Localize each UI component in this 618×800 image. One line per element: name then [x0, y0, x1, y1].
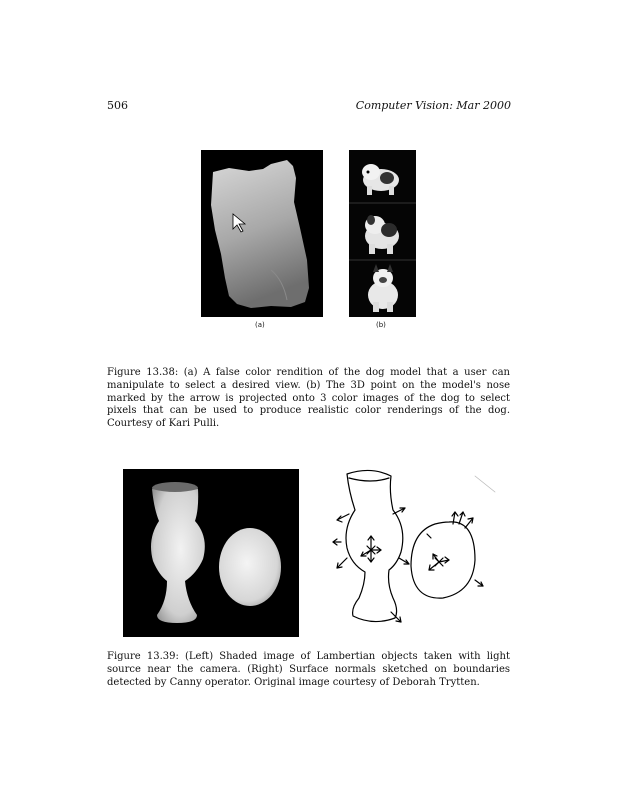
subfigure-label-a: (a)	[255, 321, 265, 329]
running-title: Computer Vision: Mar 2000	[355, 99, 511, 112]
page-number: 506	[107, 99, 128, 112]
figure-13-39-shaded-image	[123, 469, 299, 637]
normal-cross-vase	[361, 536, 381, 562]
figure-13-39-normals-sketch	[325, 462, 505, 640]
figure-13-38-caption: Figure 13.38: (a) A false color rendition of the dog model that a user can manipulate to select a desired view. (b) The 3D point on the model's nose marked by the arrow is projected onto 3 color images of the dog to select pixels that can be used to produce realistic color renderings of the dog. Courtesy of Kari Pulli.	[107, 367, 510, 430]
normal-cross-egg	[429, 554, 449, 570]
egg-outline	[411, 522, 475, 598]
dog-silhouette	[211, 160, 309, 308]
figure-13-38a-dog-model-image	[201, 150, 323, 317]
vase-shape	[151, 482, 205, 623]
figure-13-39-caption: Figure 13.39: (Left) Shaded image of Lambertian objects taken with light source near the camera. (Right) Surface normals sketched on boundaries detected by Canny operator. Original image courtesy of Deborah Trytten.	[107, 651, 510, 688]
egg-shape	[219, 528, 281, 606]
subfigure-label-b: (b)	[376, 321, 386, 329]
normal-arrows-vase	[333, 508, 409, 622]
figure-13-38b-color-images	[349, 150, 416, 317]
